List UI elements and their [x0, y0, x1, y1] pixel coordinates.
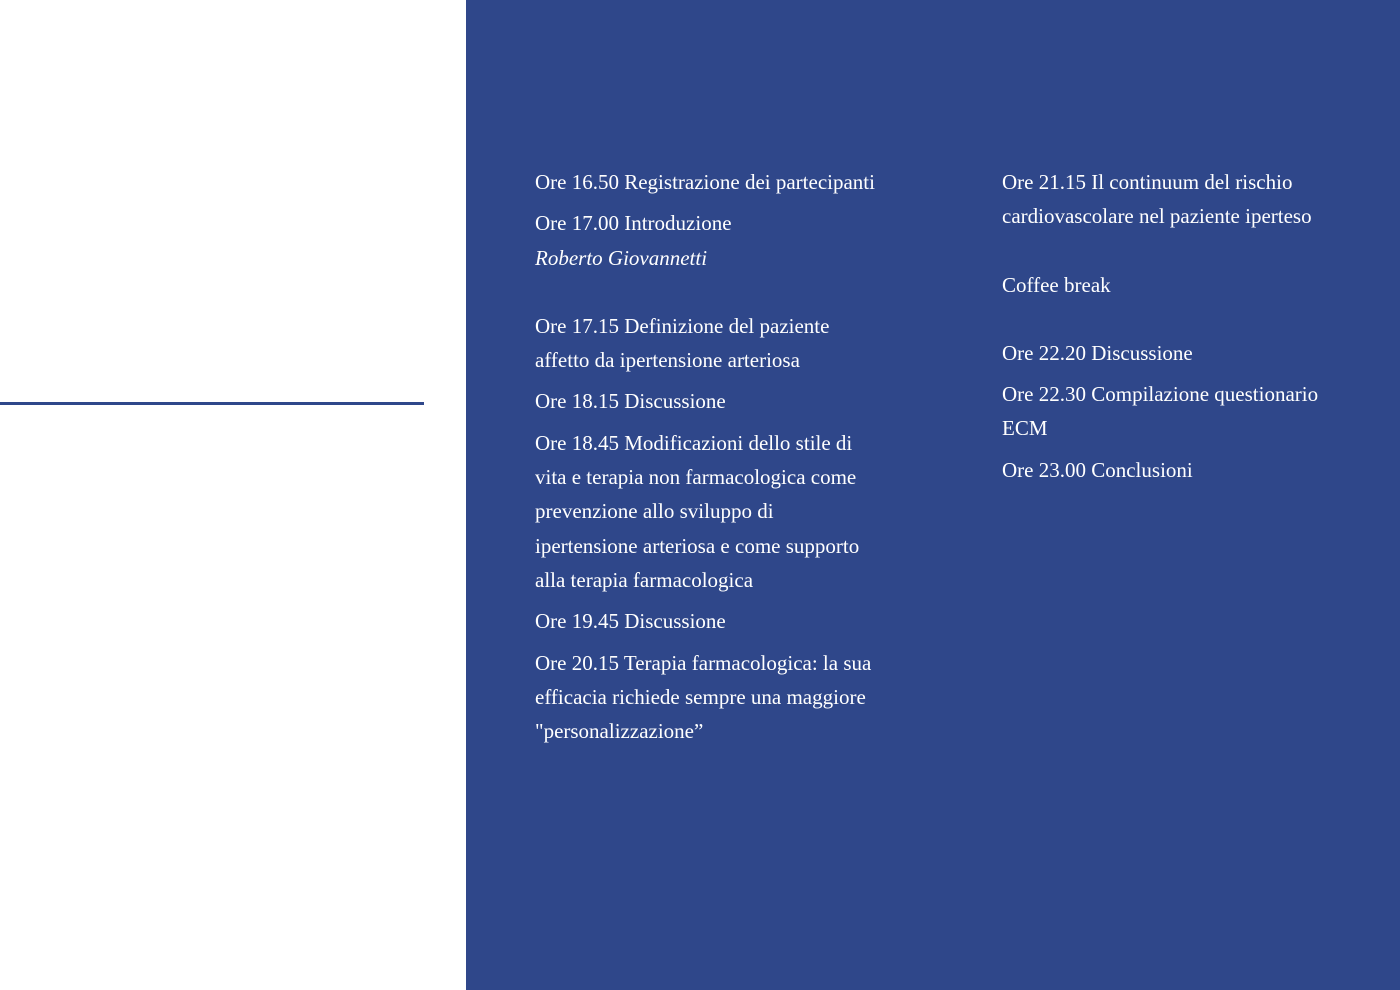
schedule-item-text: Ore 21.15 Il continuum del rischio cardiovascolare nel paziente iperteso — [1002, 170, 1312, 229]
schedule-item — [535, 309, 880, 378]
schedule-item-text: Ore 16.50 Registrazione dei partecipanti — [535, 170, 875, 194]
schedule-item-text: Coffee break — [1002, 272, 1111, 297]
relatore-divider — [0, 402, 424, 405]
schedule-column-1 — [535, 165, 880, 755]
schedule-item-speaker: Roberto Giovannetti — [535, 245, 708, 270]
left-panel — [0, 0, 466, 990]
schedule-item-text: Ore 18.45 Modificazioni dello stile di vita e terapia non farmacologica come prevenzione allo sviluppo di ipertensione arteriosa e come supporto alla terapia farmacologica — [535, 430, 860, 592]
schedule-item — [1002, 453, 1362, 487]
schedule-item-text: Ore 22.20 Discussione — [1002, 340, 1193, 365]
schedule-item-text: Ore 17.00 Introduzione — [535, 211, 732, 236]
schedule-column-2 — [1002, 165, 1362, 494]
schedule-item — [1002, 165, 1362, 234]
schedule-item — [1002, 336, 1362, 370]
schedule-item-text: Ore 19.45 Discussione — [535, 609, 726, 634]
schedule-item — [535, 165, 880, 199]
schedule-item — [1002, 377, 1362, 446]
schedule-item — [535, 426, 880, 597]
schedule-item-text: Ore 17.15 Definizione del paziente affetto da ipertensione arteriosa — [535, 313, 830, 373]
schedule-item — [1002, 268, 1362, 302]
schedule-item-text: Ore 20.15 Terapia farmacologica: la sua efficacia richiede sempre una maggiore "personalizzazione” — [535, 650, 872, 744]
schedule-item — [535, 206, 880, 275]
schedule-item — [535, 646, 880, 749]
schedule-item — [535, 384, 880, 418]
schedule-item — [535, 604, 880, 638]
schedule-item-text: Ore 22.30 Compilazione questionario ECM — [1002, 382, 1319, 441]
schedule-item-text: Ore 23.00 Conclusioni — [1002, 457, 1193, 482]
schedule-item-text: Ore 18.15 Discussione — [535, 389, 726, 414]
